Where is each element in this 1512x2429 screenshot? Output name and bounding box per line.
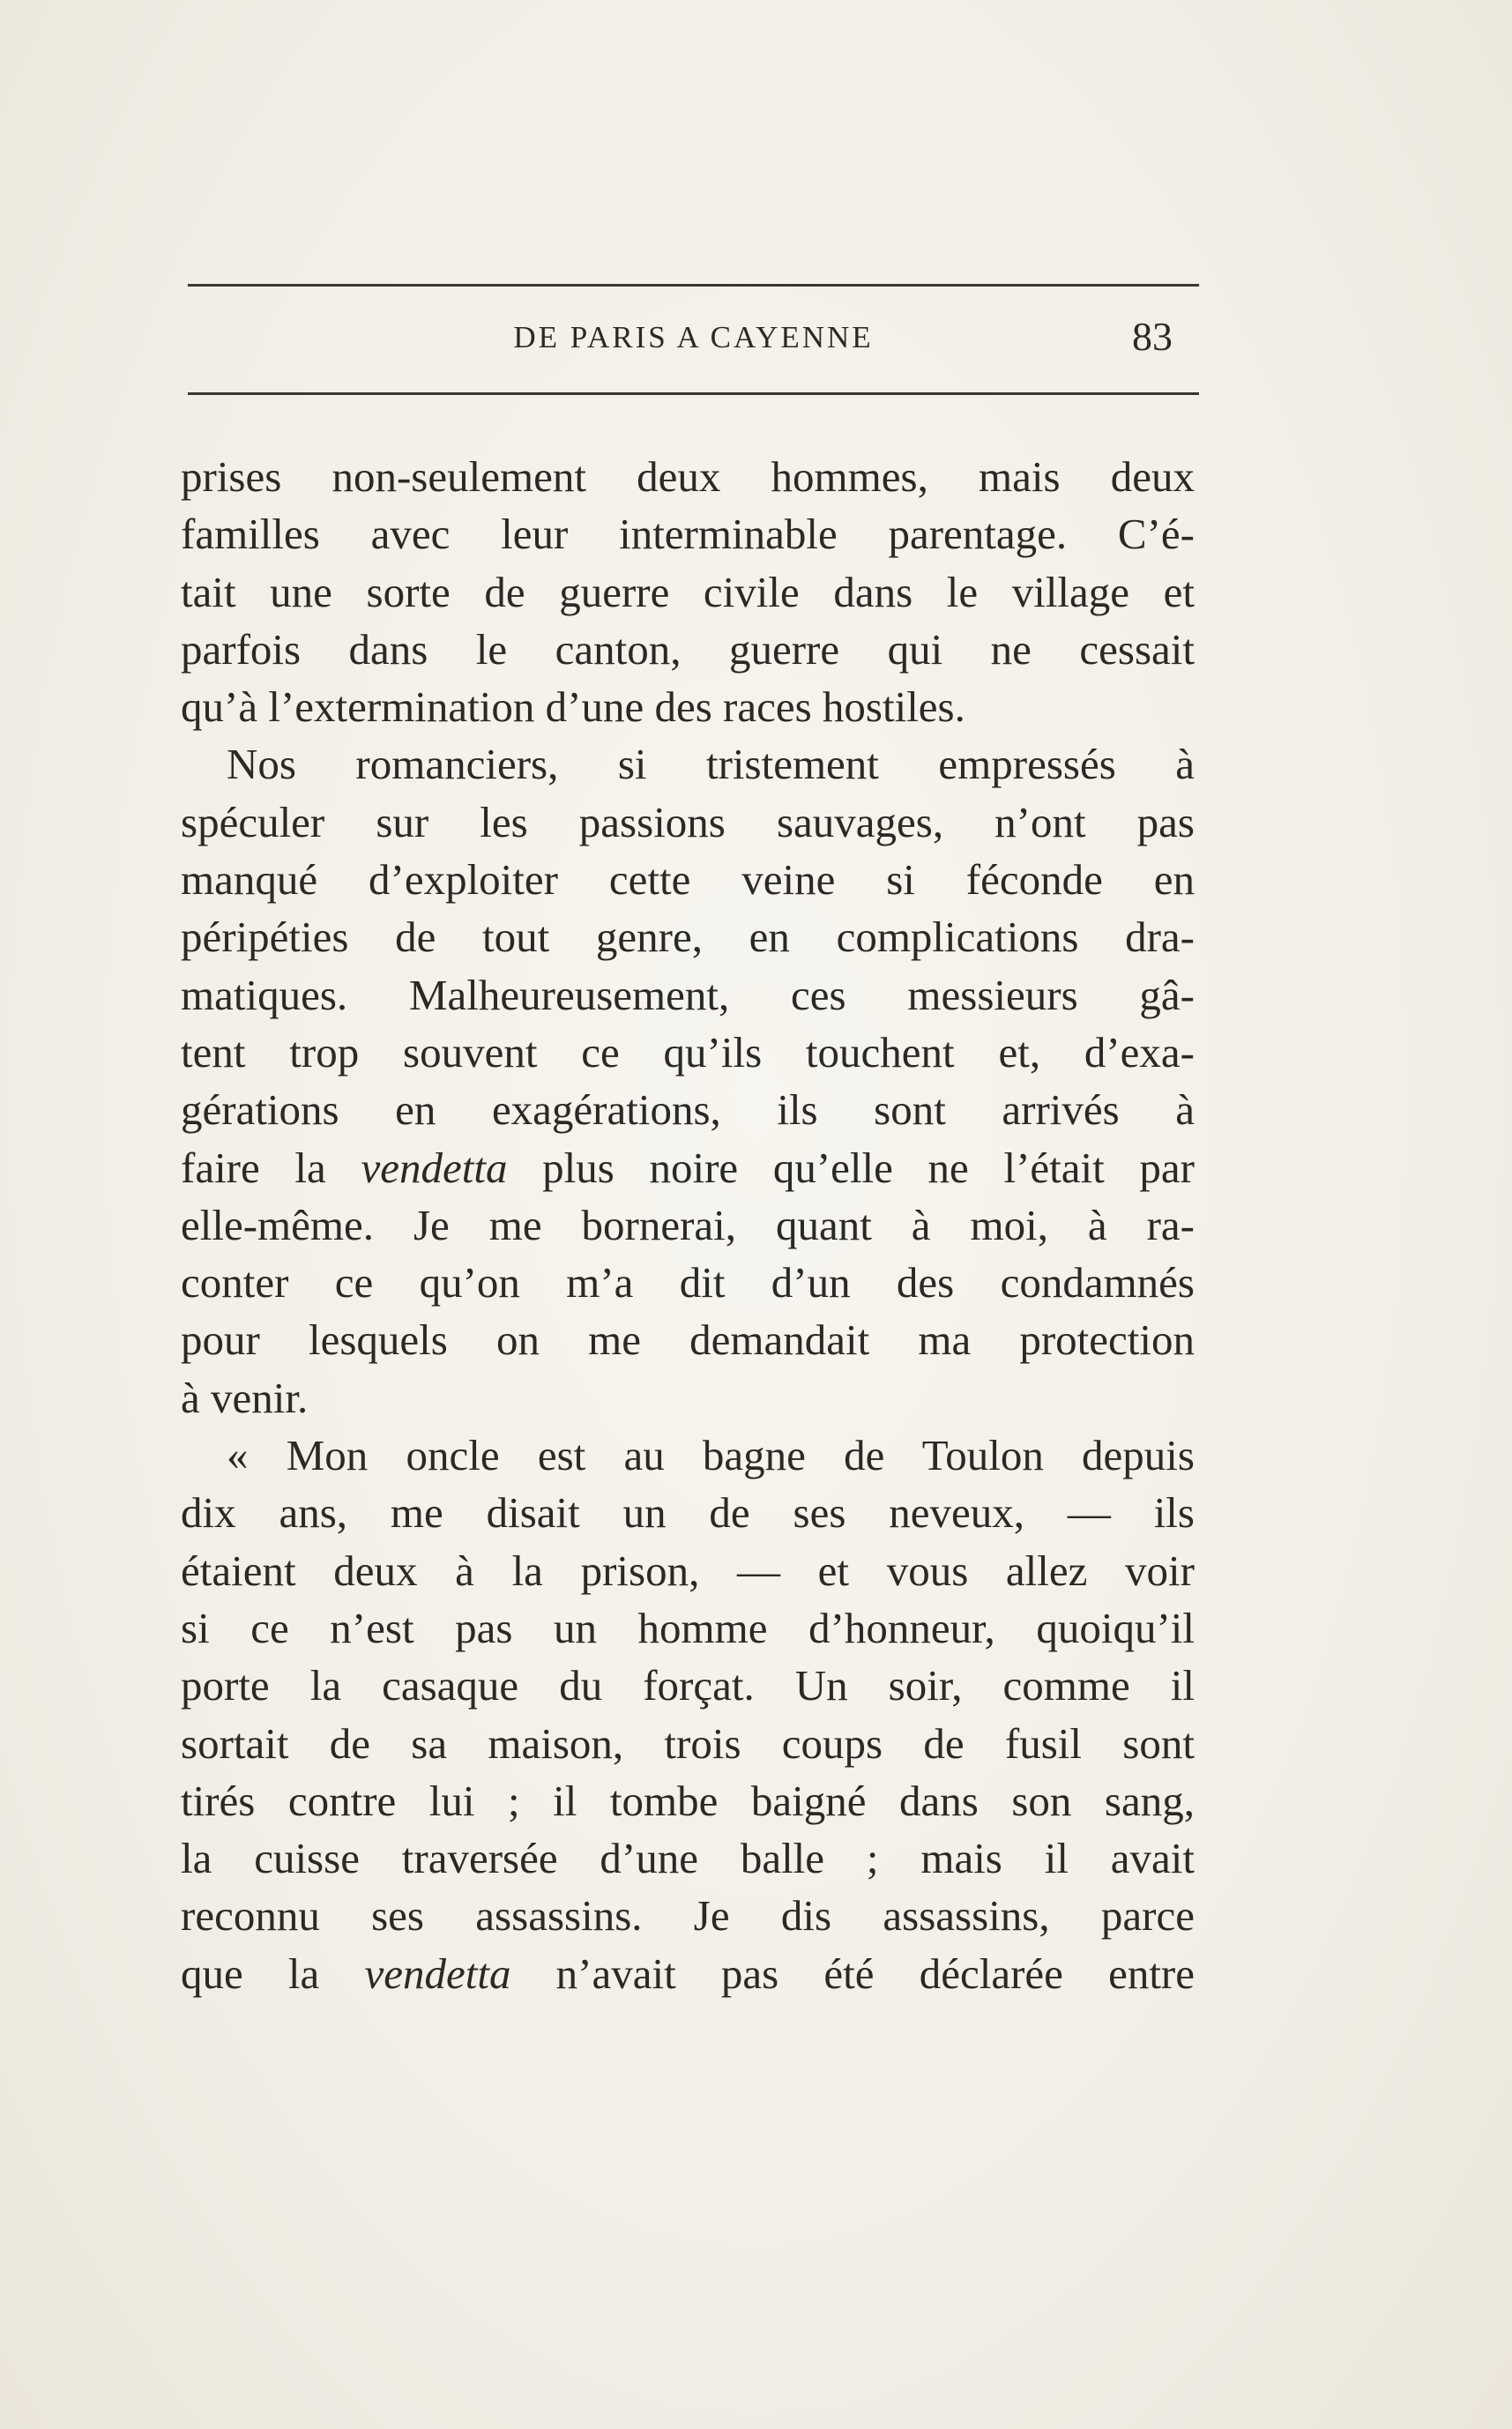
text-line <box>181 1139 1195 1196</box>
text-segment: plus noire qu’elle ne l’était par <box>507 1143 1195 1192</box>
text-segment: familles avec leur interminable parentage. C’é- <box>181 510 1195 559</box>
page-number: 83 <box>1132 314 1173 359</box>
text-line <box>181 851 1195 908</box>
text-line <box>181 1254 1195 1311</box>
text-segment: tait une sorte de guerre civile dans le village et <box>181 567 1195 616</box>
text-segment: tirés contre lui ; il tombe baigné dans son sang, <box>181 1776 1195 1825</box>
text-line <box>181 1311 1195 1368</box>
text-line <box>181 621 1195 678</box>
text-line <box>181 1484 1195 1541</box>
italic-term: vendetta <box>364 1948 511 1998</box>
text-segment: prises non-seulement deux hommes, mais deux <box>181 452 1195 501</box>
text-line <box>181 1542 1195 1599</box>
text-line <box>181 1715 1195 1772</box>
text-segment: n’avait pas été déclarée entre <box>510 1948 1195 1998</box>
text-segment: tent trop souvent ce qu’ils touchent et, d’exa- <box>181 1027 1195 1077</box>
paragraph <box>181 735 1195 1427</box>
text-segment: à venir. <box>181 1373 309 1422</box>
text-line <box>181 1829 1195 1887</box>
body-text <box>181 448 1195 2002</box>
paragraph <box>181 1427 1195 2002</box>
text-segment: spéculer sur les passions sauvages, n’ont pas <box>181 797 1195 846</box>
text-line <box>181 448 1195 505</box>
text-segment: Nos romanciers, si tristement empressés à <box>227 740 1195 789</box>
running-title: DE PARIS A CAYENNE <box>513 320 874 354</box>
text-line <box>181 735 1195 793</box>
text-segment: matiques. Malheureusement, ces messieurs gâ- <box>181 970 1195 1019</box>
text-segment: péripéties de tout genre, en complications dra- <box>181 913 1195 962</box>
text-segment: porte la casaque du forçat. Un soir, comme il <box>181 1661 1195 1710</box>
text-segment: parfois dans le canton, guerre qui ne cessait <box>181 624 1195 674</box>
text-line <box>181 563 1195 621</box>
text-segment: si ce n’est pas un homme d’honneur, quoiqu’il <box>181 1603 1195 1652</box>
text-line <box>181 1427 1195 1484</box>
text-line <box>181 1945 1195 2002</box>
text-segment: sortait de sa maison, trois coups de fusil sont <box>181 1718 1195 1768</box>
text-line <box>181 505 1195 563</box>
text-line <box>181 966 1195 1024</box>
text-line <box>181 1657 1195 1714</box>
text-segment: gérations en exagérations, ils sont arrivés à <box>181 1085 1195 1135</box>
text-segment: faire la <box>181 1143 361 1192</box>
text-line <box>181 1081 1195 1138</box>
running-head <box>188 313 1199 366</box>
header-rule-bottom <box>188 392 1199 395</box>
text-line <box>181 678 1195 735</box>
text-segment: étaient deux à la prison, — et vous allez voir <box>181 1546 1195 1595</box>
text-line <box>181 1196 1195 1254</box>
text-segment: conter ce qu’on m’a dit d’un des condamnés <box>181 1258 1195 1308</box>
text-segment: reconnu ses assassins. Je dis assassins, parce <box>181 1891 1195 1941</box>
text-line <box>181 1772 1195 1829</box>
header-rule-top <box>188 284 1199 287</box>
text-segment: qu’à l’extermination d’une des races hostiles. <box>181 682 965 732</box>
paragraph <box>181 448 1195 735</box>
text-line <box>181 1024 1195 1081</box>
text-segment: pour lesquels on me demandait ma protection <box>181 1315 1195 1365</box>
text-line <box>181 1369 1195 1427</box>
text-segment: dix ans, me disait un de ses neveux, — ils <box>181 1488 1195 1538</box>
text-line <box>181 1599 1195 1657</box>
text-line <box>181 794 1195 851</box>
text-line <box>181 1887 1195 1944</box>
text-segment: que la <box>181 1948 365 1998</box>
text-segment: elle-même. Je me bornerai, quant à moi, à ra- <box>181 1200 1195 1249</box>
italic-term: vendetta <box>361 1143 508 1192</box>
text-segment: « Mon oncle est au bagne de Toulon depuis <box>227 1431 1195 1480</box>
text-segment: manqué d’exploiter cette veine si féconde en <box>181 855 1195 905</box>
text-segment: la cuisse traversée d’une balle ; mais il avait <box>181 1834 1195 1883</box>
text-line <box>181 908 1195 965</box>
